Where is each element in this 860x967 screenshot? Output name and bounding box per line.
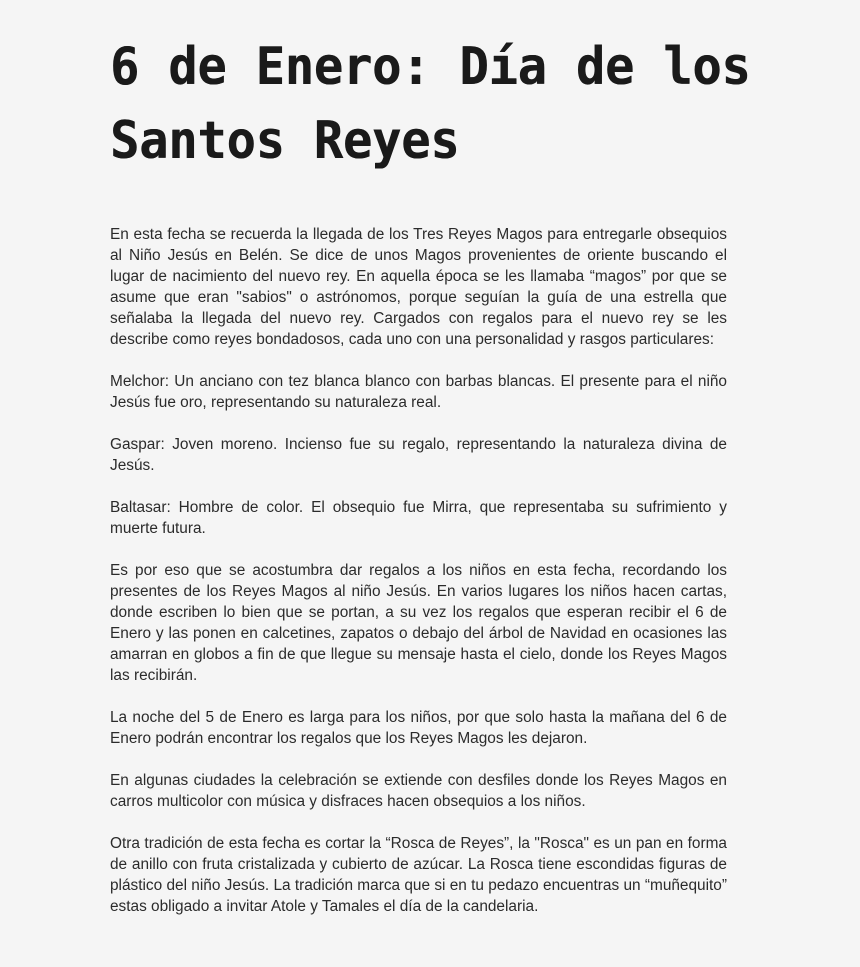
paragraph-melchor: Melchor: Un anciano con tez blanca blanco con barbas blancas. El presente para el niño Jesús fue oro, representando su naturaleza real. (110, 373, 727, 411)
paragraph-tradition-gifts: Es por eso que se acostumbra dar regalos a los niños en esta fecha, recordando los presentes de los Reyes Magos al niño Jesús. En varios lugares los niños hacen cartas, donde escriben lo bien que se portan, a su vez los regalos que esperan recibir el 6 de Enero y las ponen en calcetines, zapatos o debajo del árbol de Navidad en ocasiones las amarran en globos a fin de que llegue su mensaje hasta el cielo, donde los Reyes Magos las recibirán. (110, 562, 727, 684)
paragraph-baltasar: Baltasar: Hombre de color. El obsequio fue Mirra, que representaba su sufrimiento y muerte futura. (110, 499, 727, 537)
paragraph-gaspar: Gaspar: Joven moreno. Incienso fue su regalo, representando la naturaleza divina de Jesús. (110, 436, 727, 474)
article-body (110, 224, 727, 917)
paragraph-intro: En esta fecha se recuerda la llegada de los Tres Reyes Magos para entregarle obsequios al Niño Jesús en Belén. Se dice de unos Magos provenientes de oriente buscando el lugar de nacimiento del nuevo rey. En aquella época se les llamaba “magos” por que se asume que eran "sabios" o astrónomos, porque seguían la guía de una estrella que señalaba la llegada del nuevo rey. Cargados con regalos para el nuevo rey se les describe como reyes bondadosos, cada uno con una personalidad y rasgos particulares: (110, 226, 727, 348)
paragraph-rosca: Otra tradición de esta fecha es cortar la “Rosca de Reyes”, la "Rosca" es un pan en forma de anillo con fruta cristalizada y cubierto de azúcar. La Rosca tiene escondidas figuras de plástico del niño Jesús. La tradición marca que si en tu pedazo encuentras un “muñequito” estas obligado a invitar Atole y Tamales el día de la candelaria. (110, 835, 727, 915)
paragraph-parades: En algunas ciudades la celebración se extiende con desfiles donde los Reyes Magos en carros multicolor con música y disfraces hacen obsequios a los niños. (110, 772, 727, 810)
page-title: 6 de Enero: Día de los Santos Reyes (110, 37, 751, 171)
paragraph-night: La noche del 5 de Enero es larga para los niños, por que solo hasta la mañana del 6 de Enero podrán encontrar los regalos que los Reyes Magos les dejaron. (110, 709, 727, 747)
document-page (110, 30, 751, 938)
